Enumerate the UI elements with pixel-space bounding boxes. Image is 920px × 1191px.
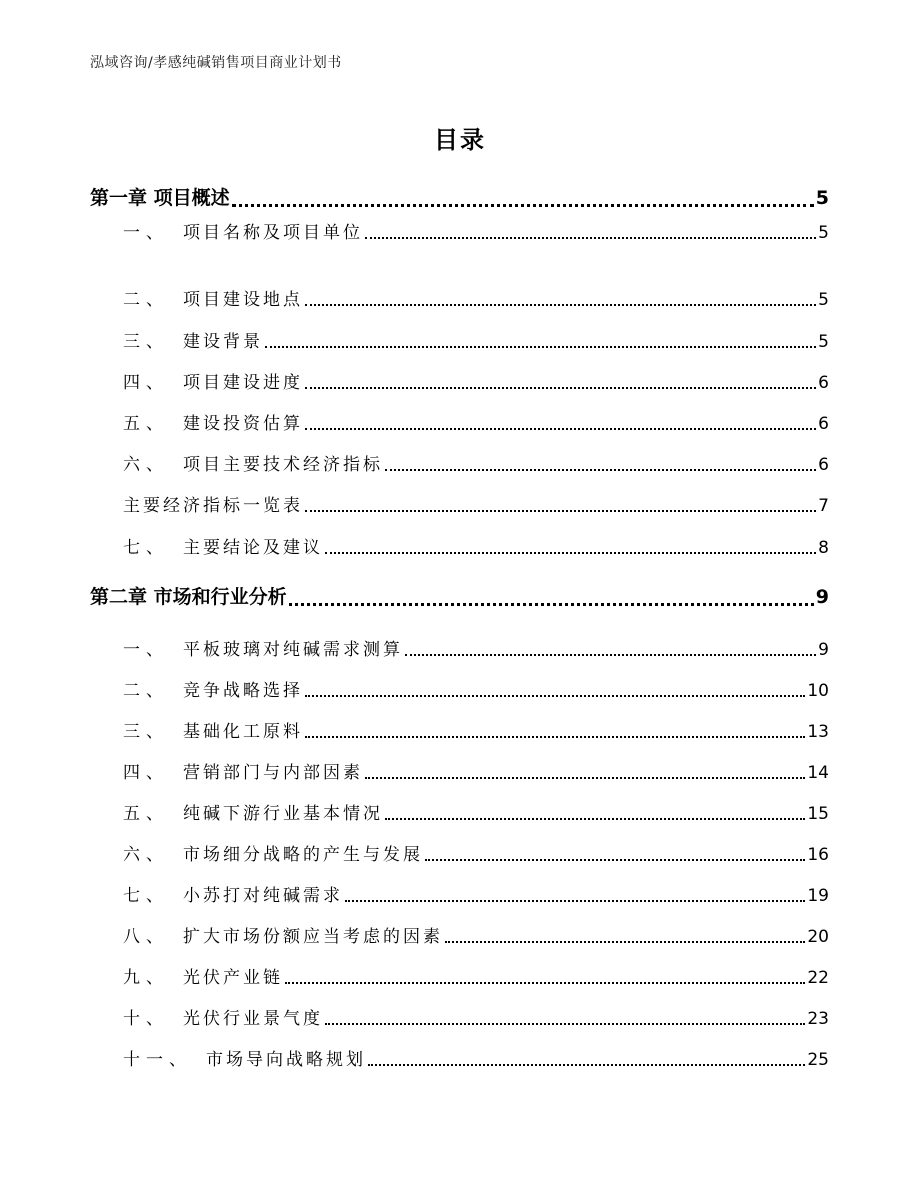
toc-entry-number: 十、: [123, 1009, 169, 1029]
toc-entry-number: 九、: [123, 968, 169, 988]
toc-entry-label: 平板玻璃对纯碱需求测算: [183, 640, 403, 660]
toc-entry-number: 一、: [123, 640, 169, 660]
toc-page-number: 9: [818, 640, 829, 660]
toc-entry-number: 六、: [123, 455, 169, 475]
toc-entry[interactable]: [123, 1004, 829, 1030]
toc-entry-chapter-1[interactable]: [90, 183, 829, 213]
toc-entry[interactable]: [123, 327, 829, 353]
toc-page-number: 22: [807, 968, 829, 988]
toc-entry-label: 项目主要技术经济指标: [183, 455, 383, 475]
toc-entry-label: 第一章 项目概述: [90, 187, 230, 209]
toc-page-number: 16: [807, 845, 829, 865]
toc-entry-number: 七、: [123, 538, 169, 558]
toc-entry-number: 四、: [123, 763, 169, 783]
toc-entry[interactable]: [123, 1045, 829, 1071]
toc-entry-number: 四、: [123, 373, 169, 393]
dot-leader: [305, 368, 816, 394]
toc-entry-label: 建设投资估算: [183, 414, 303, 434]
toc-entry-number: 三、: [123, 332, 169, 352]
toc-page-number: 5: [815, 187, 829, 209]
toc-entry[interactable]: [123, 963, 829, 989]
dot-leader: [289, 582, 814, 612]
toc-entry-number: 二、: [123, 290, 169, 310]
toc-entry-label: 竞争战略选择: [183, 681, 303, 701]
toc-entry-number: 五、: [123, 414, 169, 434]
toc-entry[interactable]: [123, 840, 829, 866]
toc-entry-label: 营销部门与内部因素: [183, 763, 363, 783]
toc-page-number: 9: [815, 586, 829, 608]
dot-leader: [305, 409, 816, 435]
page-title: 目录: [434, 126, 486, 154]
toc-entry[interactable]: [123, 491, 829, 517]
dot-leader: [405, 635, 816, 661]
toc-entry-label: 扩大市场份额应当考虑的因素: [183, 927, 443, 947]
toc-entry[interactable]: [123, 758, 829, 784]
toc-entry-number: 三、: [123, 722, 169, 742]
toc-page-number: 15: [807, 804, 829, 824]
toc-entry[interactable]: [123, 922, 829, 948]
toc-entry[interactable]: [123, 450, 829, 476]
toc-entry[interactable]: [123, 799, 829, 825]
toc-entry-label: 项目建设地点: [183, 290, 303, 310]
dot-leader: [345, 881, 805, 907]
dot-leader: [325, 1004, 805, 1030]
dot-leader: [445, 922, 805, 948]
toc-entry-number: 八、: [123, 927, 169, 947]
dot-leader: [285, 963, 805, 989]
toc-page-number: 6: [818, 414, 829, 434]
dot-leader: [325, 533, 816, 559]
toc-page-number: 10: [807, 681, 829, 701]
dot-leader: [232, 183, 814, 213]
toc-entry-label: 市场导向战略规划: [206, 1050, 366, 1070]
toc-entry-label: 光伏行业景气度: [183, 1009, 323, 1029]
toc-entry-number: 一、: [123, 223, 169, 243]
toc-entry[interactable]: [123, 409, 829, 435]
dot-leader: [305, 285, 816, 311]
toc-entry-number: 七、: [123, 886, 169, 906]
toc-entry-label: 建设背景: [183, 332, 263, 352]
toc-entry[interactable]: [123, 635, 829, 661]
toc-entry-label: 主要经济指标一览表: [123, 496, 303, 516]
dot-leader: [305, 491, 816, 517]
dot-leader: [385, 450, 816, 476]
toc-entry-number: 十一、: [123, 1050, 192, 1070]
dot-leader: [368, 1045, 805, 1071]
toc-page-number: 19: [807, 886, 829, 906]
toc-entry-label: 纯碱下游行业基本情况: [183, 804, 383, 824]
toc-page-number: 6: [818, 455, 829, 475]
toc-page-number: 8: [818, 538, 829, 558]
toc-entry-label: 光伏产业链: [183, 968, 283, 988]
dot-leader: [305, 717, 805, 743]
toc-entry-chapter-2[interactable]: [90, 582, 829, 612]
toc-entry-number: 六、: [123, 845, 169, 865]
toc-entry-number: 二、: [123, 681, 169, 701]
dot-leader: [385, 799, 805, 825]
dot-leader: [305, 676, 805, 702]
toc-entry[interactable]: [123, 717, 829, 743]
toc-entry-label: 主要结论及建议: [183, 538, 323, 558]
dot-leader: [265, 327, 816, 353]
toc-entry-label: 基础化工原料: [183, 722, 303, 742]
toc-page-number: 6: [818, 373, 829, 393]
toc-entry-label: 项目建设进度: [183, 373, 303, 393]
dot-leader: [425, 840, 805, 866]
toc-entry[interactable]: [123, 533, 829, 559]
toc-page-number: 23: [807, 1009, 829, 1029]
toc-entry-label: 第二章 市场和行业分析: [90, 586, 287, 608]
toc-entry[interactable]: [123, 285, 829, 311]
toc-entry[interactable]: [123, 676, 829, 702]
toc-page-number: 5: [818, 290, 829, 310]
toc-entry[interactable]: [123, 368, 829, 394]
toc-entry-number: 五、: [123, 804, 169, 824]
dot-leader: [365, 218, 816, 244]
toc-page-number: 5: [818, 332, 829, 352]
toc-entry[interactable]: [123, 218, 829, 244]
toc-page-number: 25: [807, 1050, 829, 1070]
toc-entry-label: 小苏打对纯碱需求: [183, 886, 343, 906]
toc-page-number: 7: [818, 496, 829, 516]
toc-page-number: 20: [807, 927, 829, 947]
toc-page-number: 5: [818, 223, 829, 243]
toc-page-number: 14: [807, 763, 829, 783]
dot-leader: [365, 758, 805, 784]
toc-entry-label: 市场细分战略的产生与发展: [183, 845, 423, 865]
running-header: 泓域咨询/孝感纯碱销售项目商业计划书: [90, 55, 342, 71]
toc-page-number: 13: [807, 722, 829, 742]
toc-entry-label: 项目名称及项目单位: [183, 223, 363, 243]
toc-entry[interactable]: [123, 881, 829, 907]
